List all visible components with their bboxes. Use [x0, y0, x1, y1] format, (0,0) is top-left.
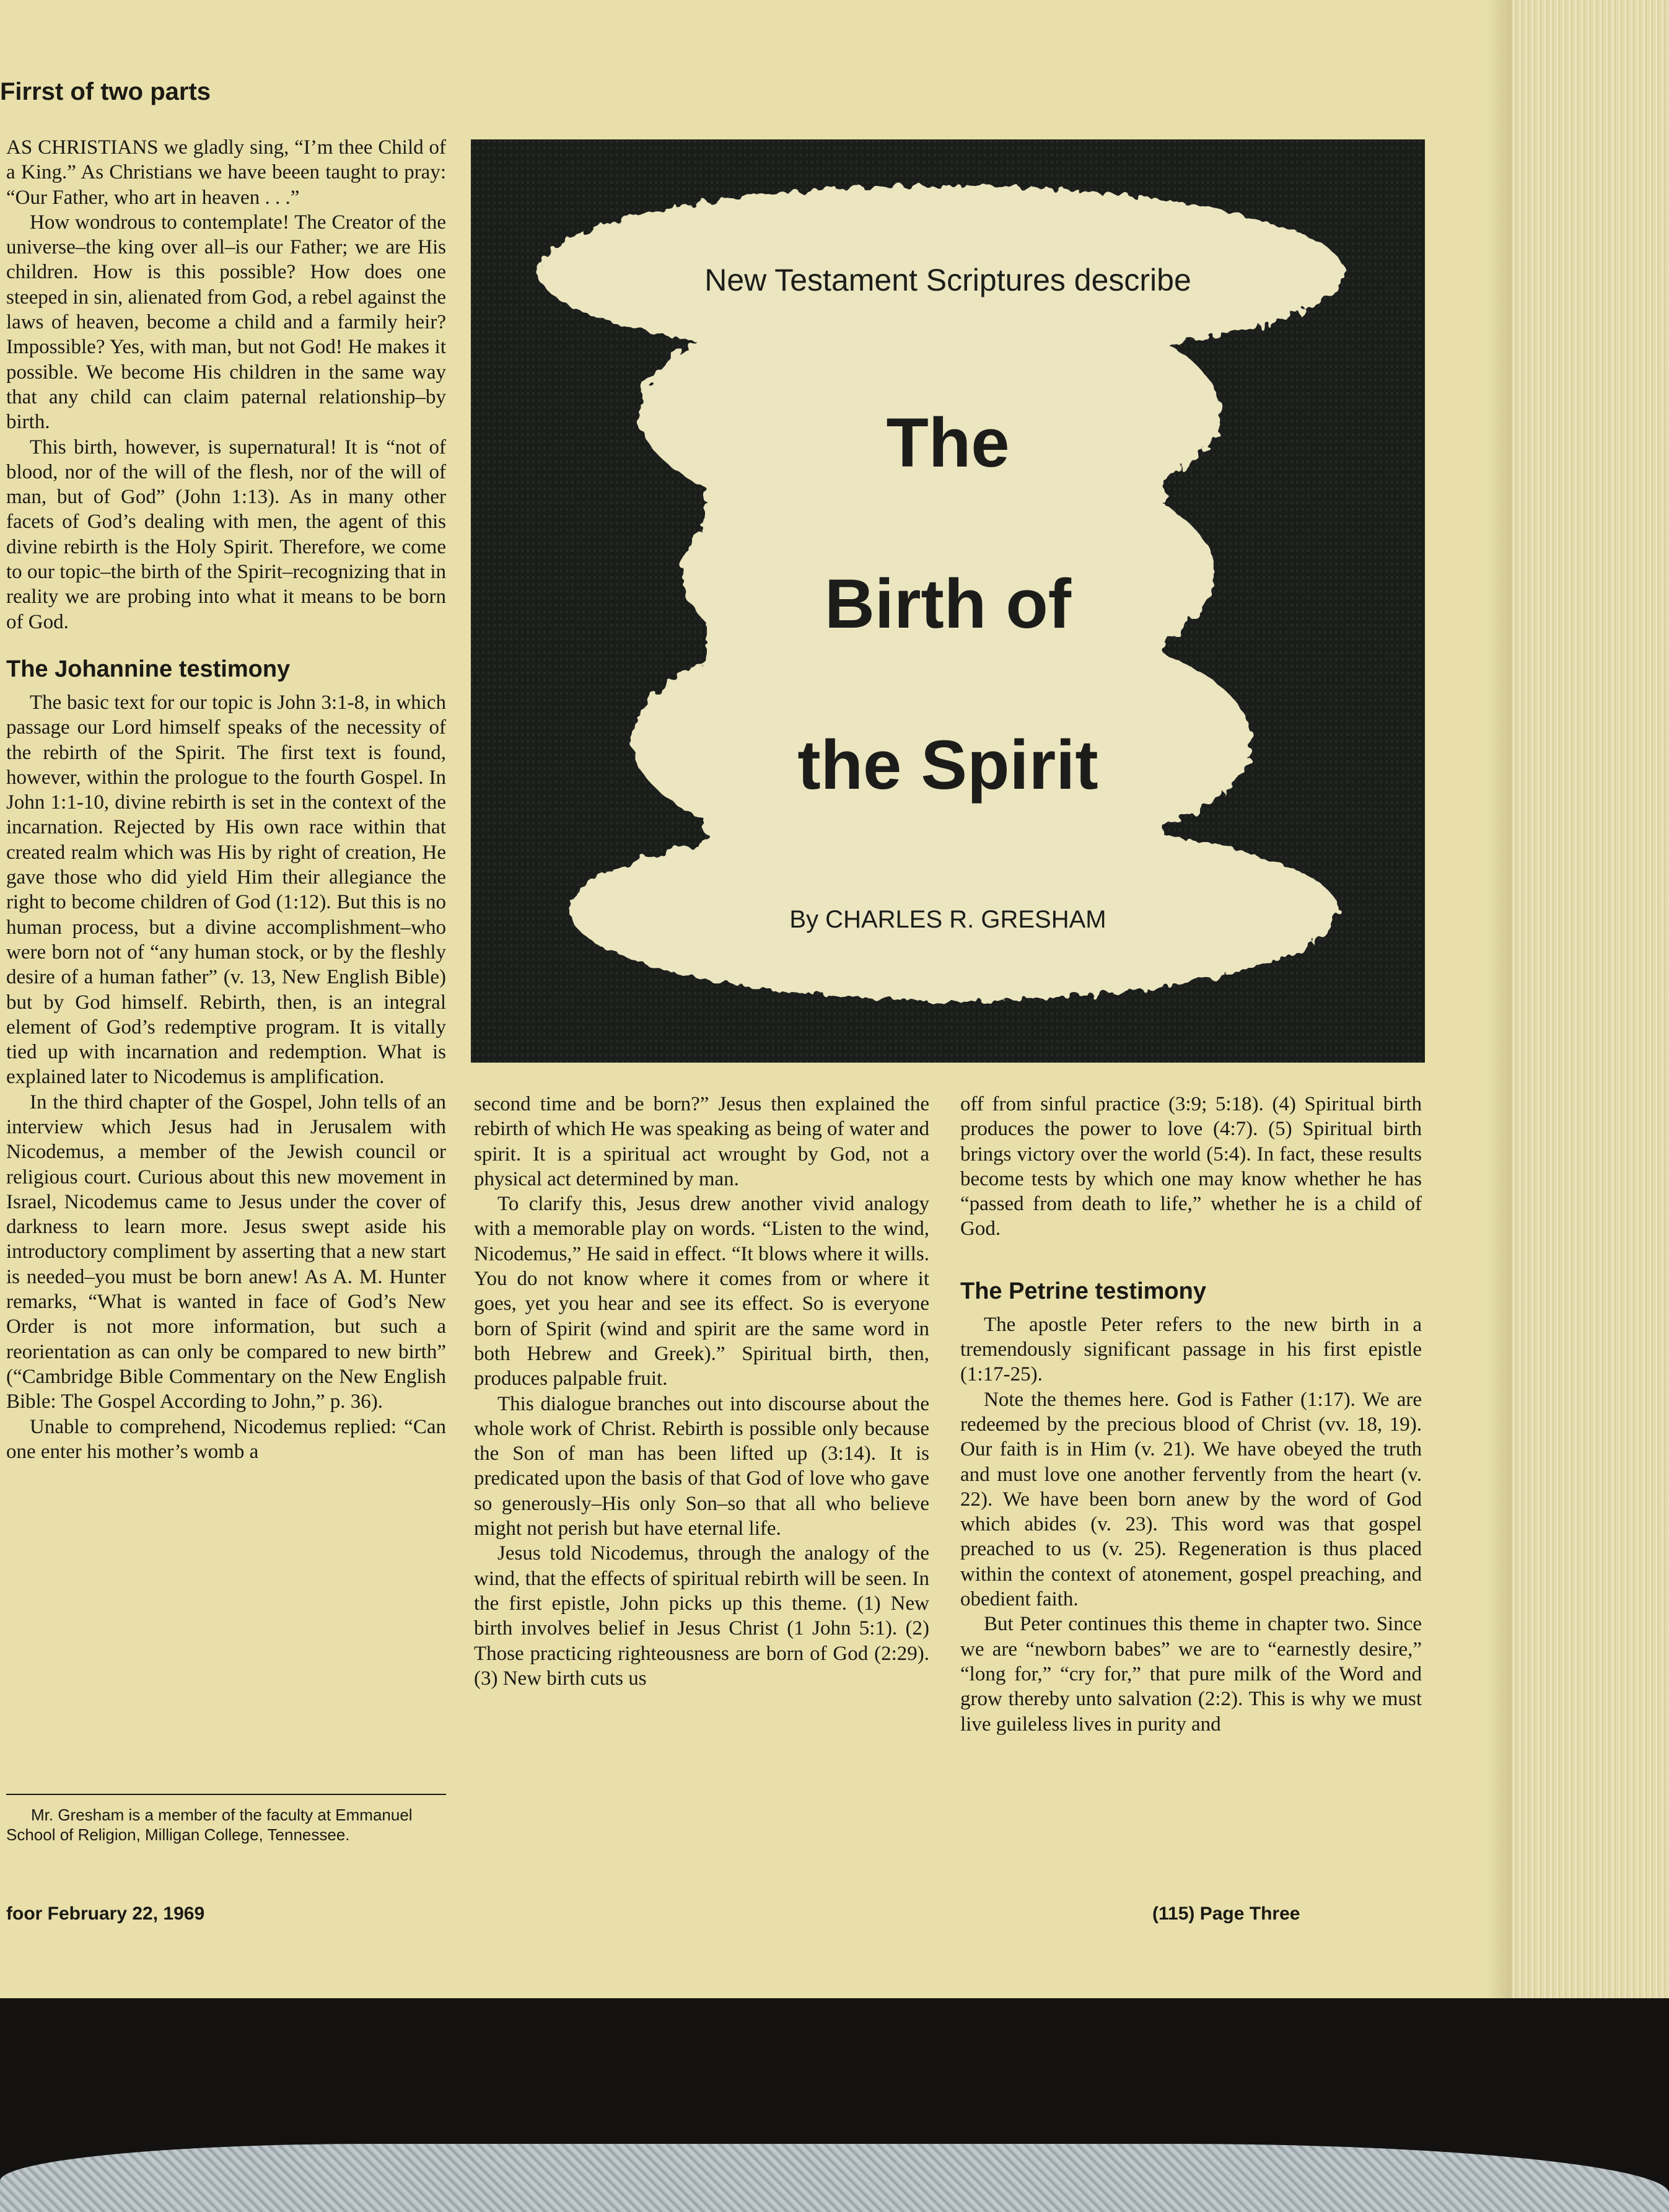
title-illustration — [471, 139, 1425, 1063]
paragraph: This dialogue branches out into discourse about the whole work of Christ. Rebirth is possible only because the Son of man has been lifted up (3:14). It is predicated upon the basis of that God of love who gave so generously–His only Son–so that all who believe might not perish but have eternal life. — [474, 1392, 929, 1540]
series-kicker: Firrst of two parts — [0, 78, 211, 105]
author-byline: By CHARLES R. GRESHAM — [789, 906, 1106, 933]
paragraph: In the third chapter of the Gospel, John tells of an interview which Jesus had in Jerusalem with Nicodemus, a member of the Jewish council or religious court. Curious about this new movement in Israel, Nicodemus came to Jesus under the cover of darkness to learn more. Jesus swept aside his introductory compliment by asserting that a new start is needed–you must be born anew! As A. M. Hunter remarks, “What is wanted in face of God’s New Order is not more information, but such a reorientation as can only be compared to new birth” (“Cambridge Bible Commentary on the New English Bible: The Gospel According to John,” p. 36). — [6, 1091, 446, 1413]
book-page-edges — [1512, 0, 1669, 1998]
paragraph: Unable to comprehend, Nicodemus replied: “Can one enter his mother’s womb a — [6, 1415, 446, 1463]
paragraph: Jesus told Nicodemus, through the analogy of the wind, that the effects of spiritual rebirth will be seen. In the first epistle, John picks up this theme. (1) New birth involves belief in Jesus Christ (1 John 5:1). (2) Those practicing righteousness are born of God (2:29). (3) New birth cuts us — [474, 1542, 929, 1690]
paragraph: off from sinful practice (3:9; 5:18). (4) Spiritual birth produces the power to love (4:7). (5) Spiritual birth brings victory over the world (5:4). In fact, these results become tests by which one may know whether he has “passed from death to life,” whether he is a child of God. — [960, 1093, 1422, 1240]
paragraph: To clarify this, Jesus drew another vivid analogy with a memorable play on words. “Listen to the wind, Nicodemus,” He said in effect. “It blows where it wills. You do not know where it comes from or where it goes, yet you hear and see its effect. So is everyone born of Spirit (wind and spirit are the same word in both Hebrew and Greek).” Spiritual birth, then, produces palpable fruit. — [474, 1193, 929, 1390]
article-title-line-2: Birth of — [824, 565, 1072, 643]
author-footnote: Mr. Gresham is a member of the faculty at Emmanuel School of Religion, Milligan College, Tennessee. — [6, 1794, 446, 1845]
section-heading-johannine: The Johannine testimony — [6, 656, 291, 682]
paragraph: AS CHRISTIANS we gladly sing, “I’m thee Child of a King.” As Christians we have beeen taught to pray: “Our Father, who art in heaven . . .” — [6, 136, 446, 209]
paragraph: But Peter continues this theme in chapter two. Since we are “newborn babes” we are to “earnestly desire,” “long for,” “cry for,” that pure milk of the Word and grow thereby unto salvation (2:2). This is why we must live guileless lives in purity and — [960, 1613, 1422, 1736]
paragraph: This birth, however, is supernatural! It is “not of blood, nor of the will of the flesh, nor of the will of man, but of God” (John 1:13). As in many other facets of God’s dealing with men, the agent of this divine rebirth is the Holy Spirit. Therefore, we come to our topic–the birth of the Spirit–recognizing that in reality we are probing into what it means to be born of God. — [6, 436, 446, 633]
article-column-3 — [960, 1092, 1422, 1737]
article-title-line-3: the Spirit — [797, 726, 1098, 804]
article-column-2 — [474, 1092, 929, 1691]
paragraph: The apostle Peter refers to the new birth in a tremendously significant passage in his first epistle (1:17-25). — [960, 1313, 1422, 1386]
paragraph: second time and be born?” Jesus then explained the rebirth of which He was speaking as being of water and spirit. It is a spiritual act wrought by God, not a physical act determined by man. — [474, 1093, 929, 1190]
paragraph: The basic text for our topic is John 3:1-8, in which passage our Lord himself speaks of the necessity of the rebirth of the Spirit. The first text is found, however, within the prologue to the fourth Gospel. In John 1:1-10, divine rebirth is set in the context of the incarnation. Rejected by His own race within that created realm which was His by right of creation, He gave those who did yield Him their allegiance the right to become children of God (1:12). But this is no human process, but a divine accomplishment–who were born not of “any human stock, or by the fleshly desire of a human father” (v. 13, New English Bible) but by God himself. Rebirth, then, is an integral element of God’s redemptive program. It is vitally tied up with incarnation and redemption. What is explained later to Nicodemus is amplification. — [6, 691, 446, 1089]
paragraph: Note the themes here. God is Father (1:17). We are redeemed by the precious blood of Christ (vv. 18, 19). Our faith is in Him (v. 21). We have obeyed the truth and must love one another fervently from the heart (v. 22). We have been born anew by the word of God which abides (v. 23). This word was that gospel preached to us (v. 25). Regeneration is thus placed within the context of atonement, gospel preaching, and obedient faith. — [960, 1388, 1422, 1611]
footer-date: foor February 22, 1969 — [6, 1903, 205, 1924]
table-cloth-background — [0, 2144, 1669, 2212]
article-column-1 — [6, 135, 446, 1464]
paragraph: How wondrous to contemplate! The Creator of the universe–the king over all–is our Father; we are His children. How is this possible? How does one steeped in sin, alienated from God, a rebel against the laws of heaven, become a child and a farmily heir? Impossible? Yes, with man, but not God! He makes it possible. We become His children in the same way that any child can claim paternal relationship–by birth. — [6, 211, 446, 434]
article-title-line-1: The — [886, 404, 1010, 481]
section-heading-petrine: The Petrine testimony — [960, 1278, 1206, 1304]
illustration-subtitle: New Testament Scriptures describe — [704, 263, 1191, 297]
footer-page-number: (115) Page Three — [1152, 1903, 1300, 1924]
